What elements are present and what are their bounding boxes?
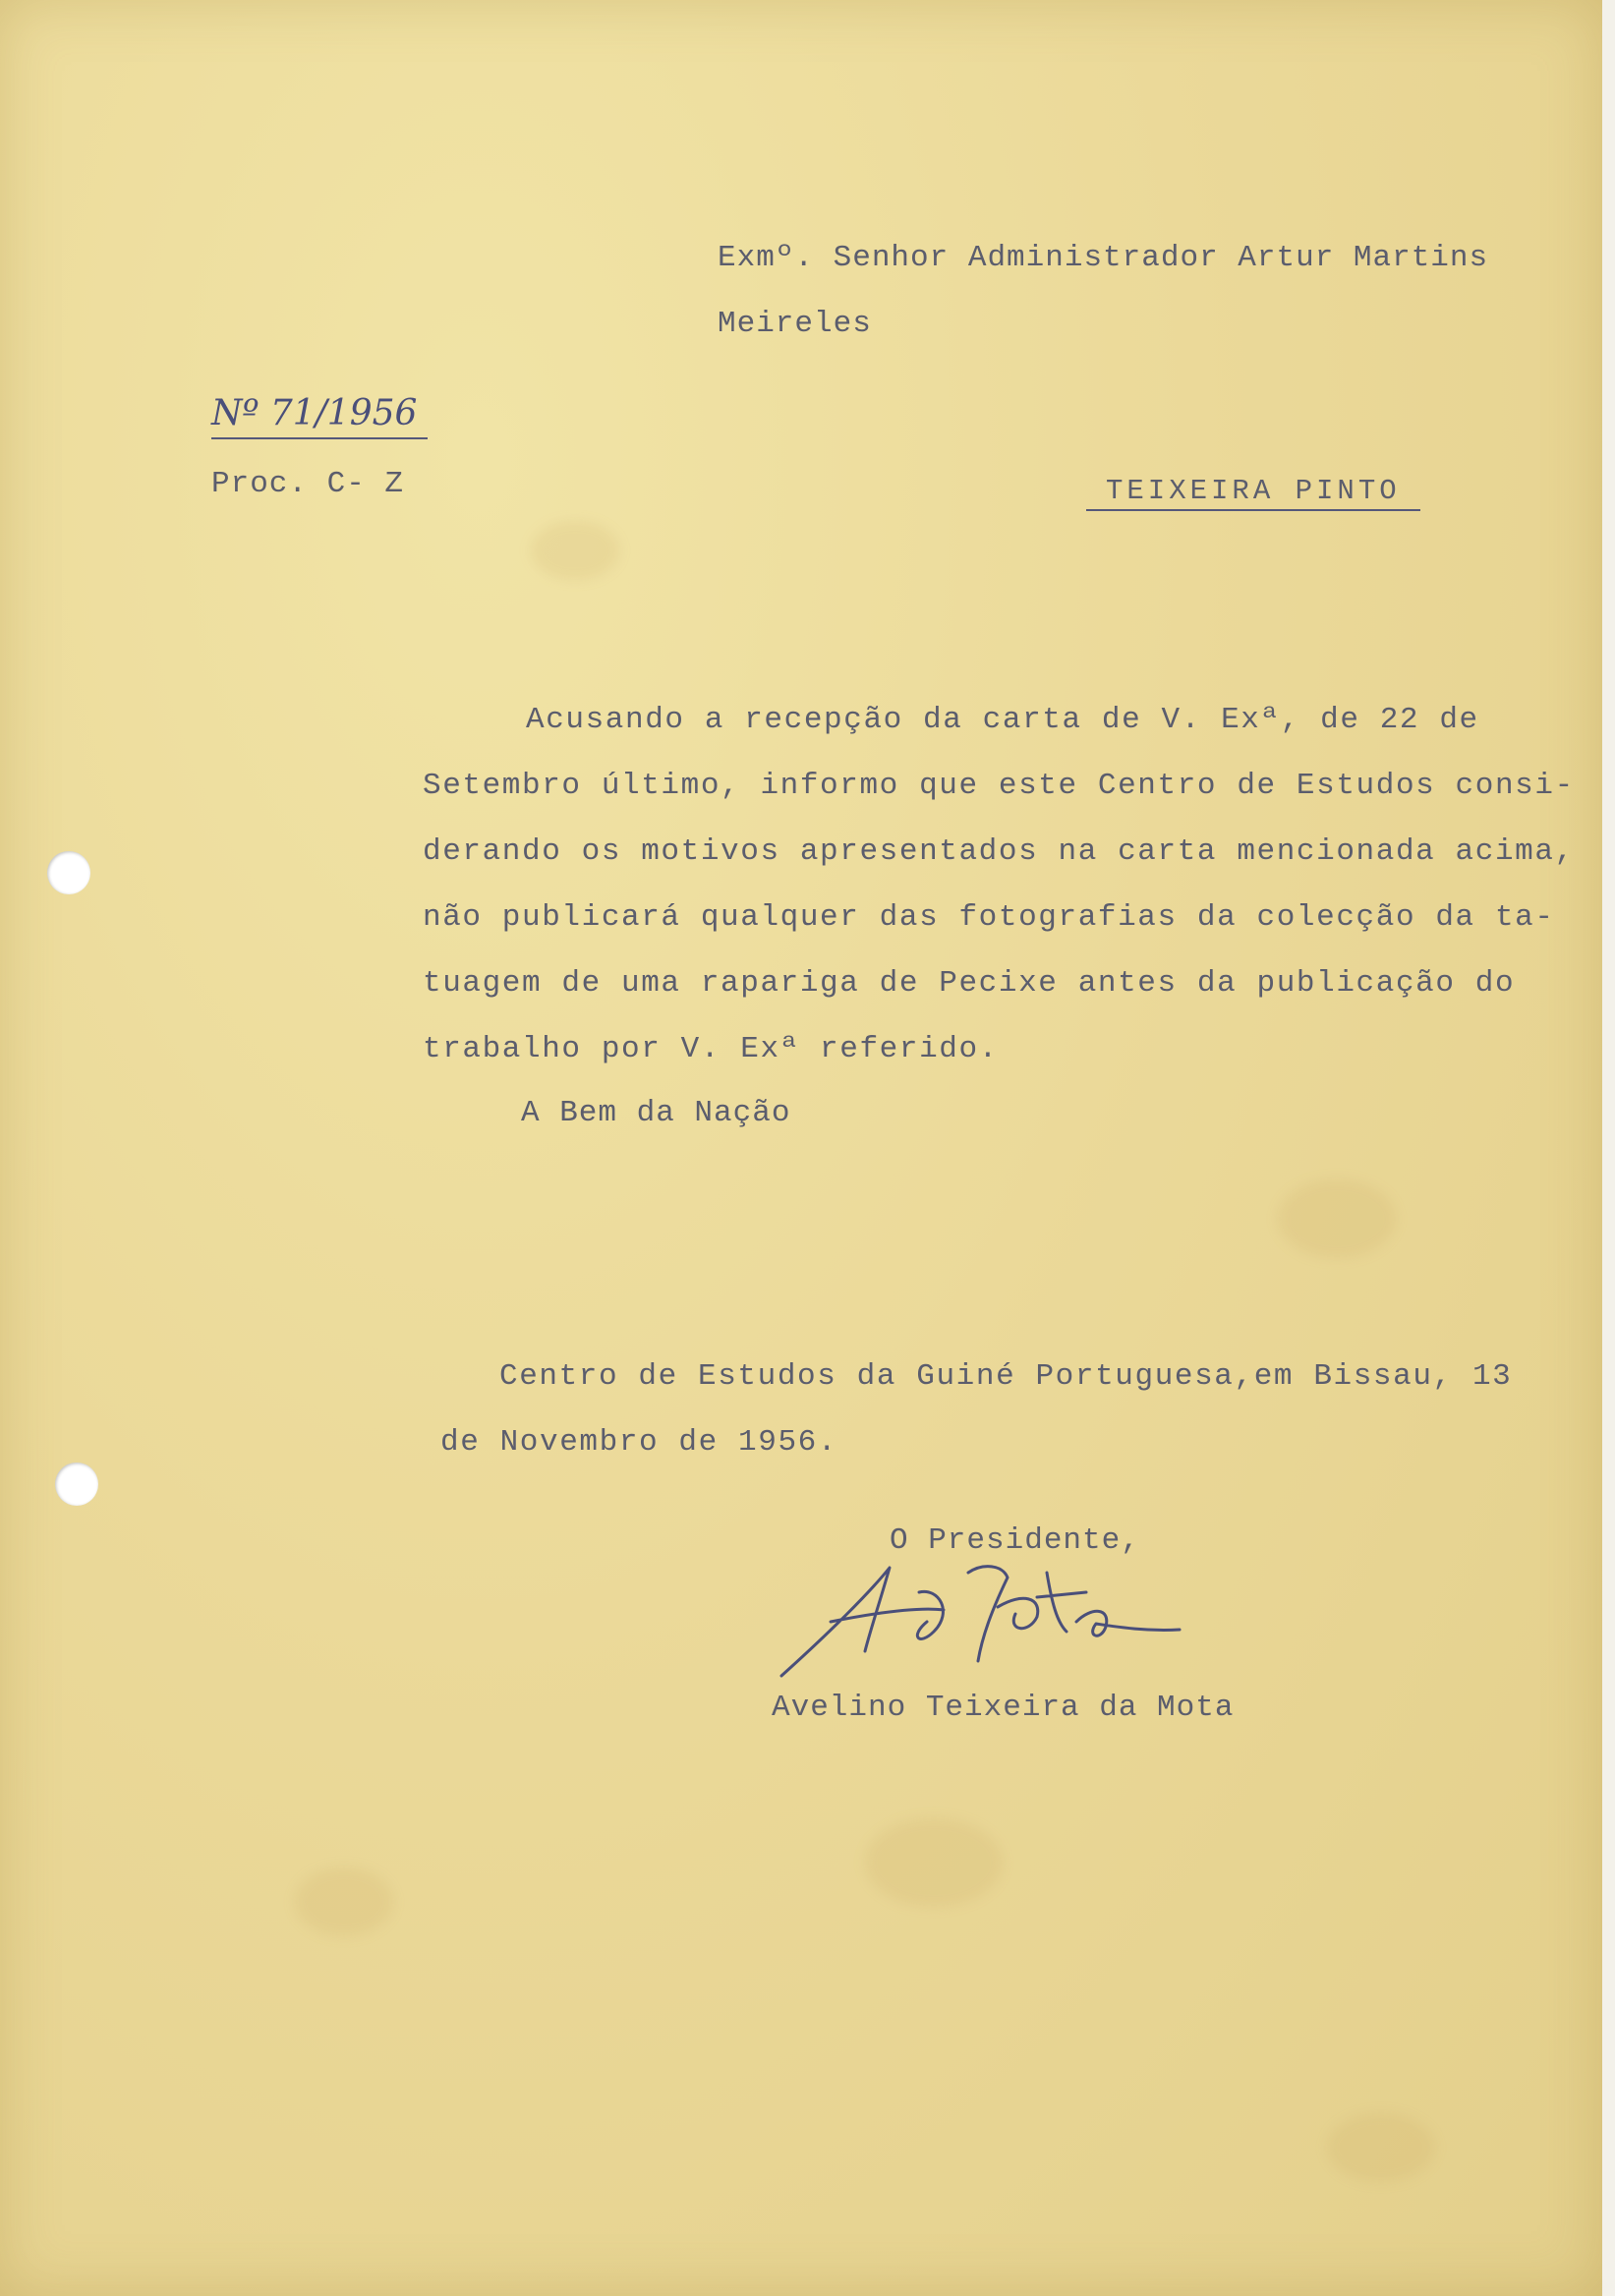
- punch-hole-top: [47, 851, 90, 894]
- paper-stain: [1327, 2113, 1435, 2182]
- place-date-line-2: de Novembro de 1956.: [440, 1425, 838, 1460]
- body-line-6: trabalho por V. Exª referido.: [423, 1032, 999, 1066]
- body-line-4: não publicará qualquer das fotografias da colecção da ta-: [423, 900, 1555, 935]
- reference-number: Nº 71/1956: [211, 393, 418, 433]
- signatory-title: O Presidente,: [890, 1523, 1140, 1558]
- destination-underline: [1086, 509, 1420, 511]
- paper-stain: [865, 1818, 1003, 1907]
- destination-city: TEIXEIRA PINTO: [1106, 475, 1401, 507]
- closing-salutation: A Bem da Nação: [521, 1096, 791, 1130]
- signatory-name: Avelino Teixeira da Mota: [772, 1691, 1235, 1725]
- reference-underline: [211, 437, 428, 439]
- paper-stain: [1278, 1179, 1396, 1258]
- body-line-1: Acusando a recepção da carta de V. Exª, de 22 de: [526, 703, 1479, 737]
- body-line-3: derando os motivos apresentados na carta mencionada acima,: [423, 834, 1575, 869]
- recipient-line-1: Exmº. Senhor Administrador Artur Martins: [718, 241, 1489, 275]
- place-date-line-1: Centro de Estudos da Guiné Portuguesa,em Bissau, 13: [499, 1359, 1513, 1394]
- paper-stain: [295, 1867, 393, 1936]
- body-line-2: Setembro último, informo que este Centro de Estudos consi-: [423, 769, 1575, 803]
- punch-hole-bottom: [55, 1463, 98, 1506]
- handwritten-signature: [772, 1553, 1194, 1681]
- process-reference: Proc. C- Z: [211, 467, 405, 501]
- body-line-5: tuagem de uma rapariga de Pecixe antes da publicação do: [423, 966, 1516, 1001]
- paper-stain: [531, 521, 619, 580]
- recipient-line-2: Meireles: [718, 307, 872, 341]
